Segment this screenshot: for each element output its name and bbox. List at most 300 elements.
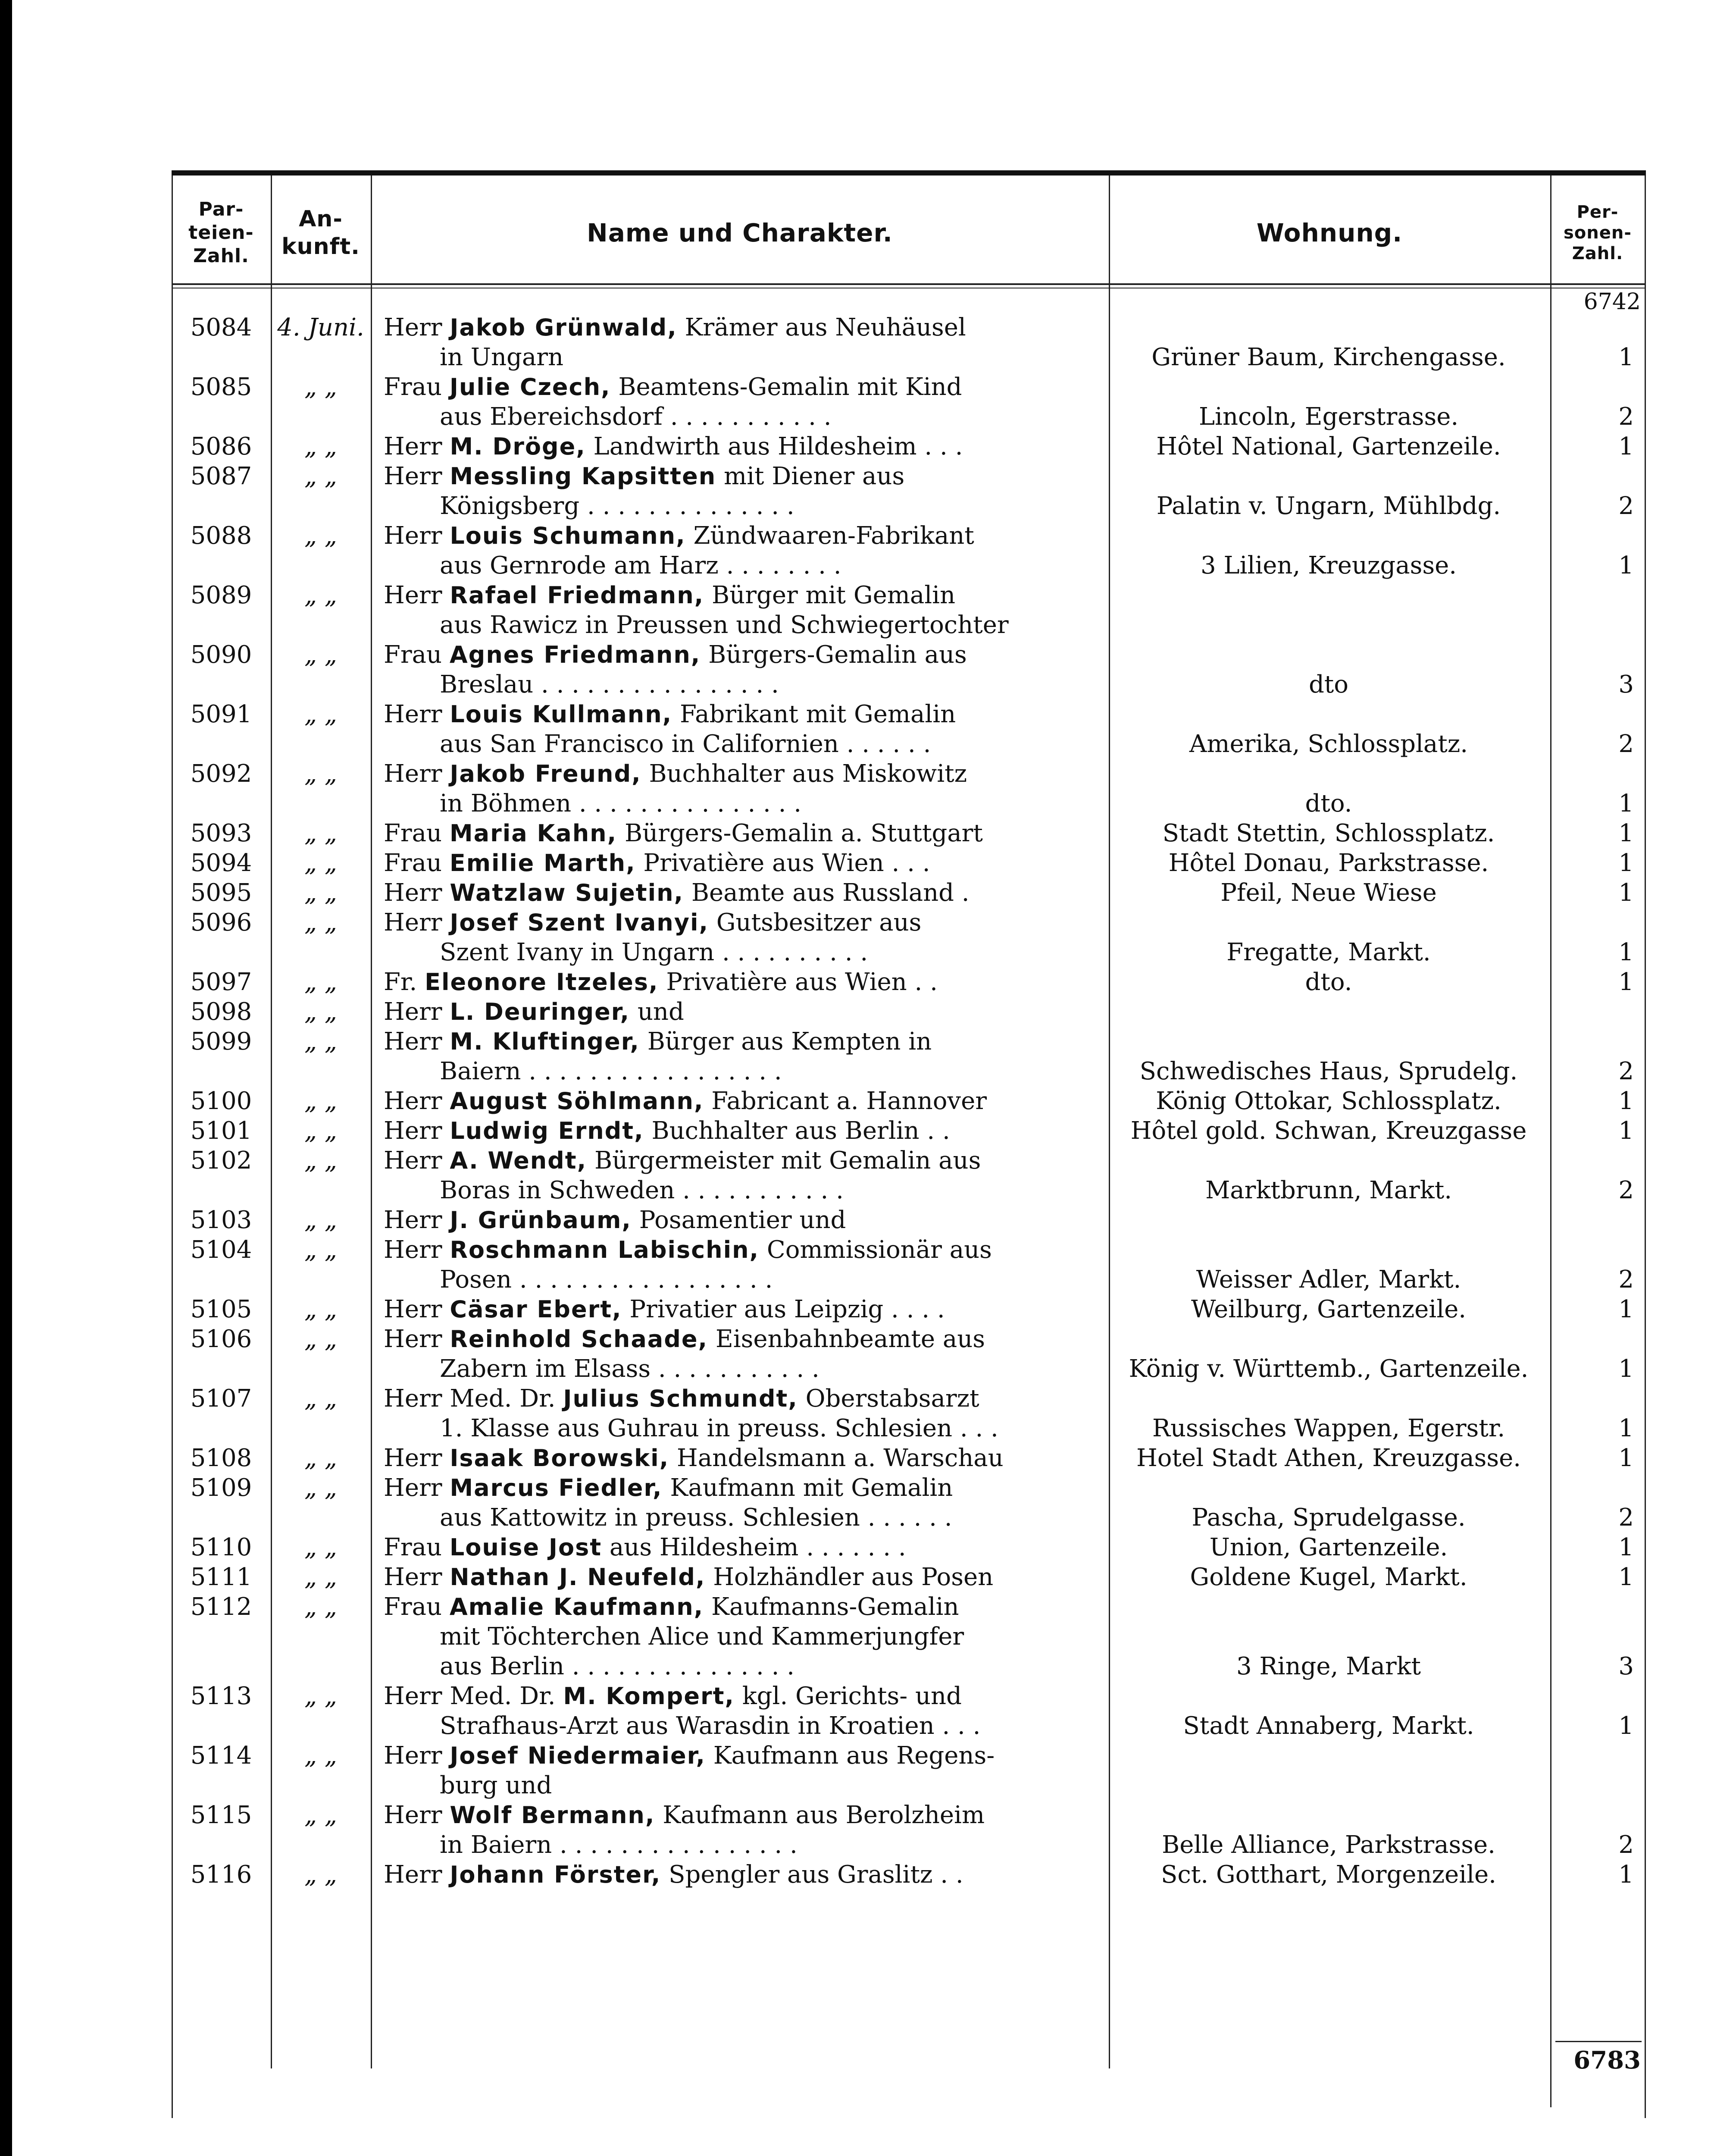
guest-title: Herr <box>384 1206 442 1234</box>
guest-title: Herr <box>384 760 442 788</box>
name-and-character <box>371 967 1099 997</box>
guest-name: Reinhold Schaade, <box>450 1326 708 1353</box>
guest-title: Herr <box>384 1444 442 1472</box>
guest-description-continued: aus Ebereichsdorf . . . . . . . . . . . <box>440 403 832 431</box>
residence: Hôtel Donau, Parkstrasse. <box>1168 849 1489 877</box>
arrival-date: „ „ <box>304 581 337 609</box>
guest-title: Herr <box>384 1147 442 1175</box>
guest-title: Herr <box>384 522 442 550</box>
residence: Russisches Wappen, Egerstr. <box>1152 1414 1505 1442</box>
entry-number: 5095 <box>190 879 252 907</box>
residence: Fregatte, Markt. <box>1226 938 1431 966</box>
name-and-character <box>371 1562 1099 1592</box>
entry-number: 5090 <box>190 641 252 669</box>
person-count: 2 <box>1618 1504 1634 1532</box>
residence: Amerika, Schlossplatz. <box>1189 730 1468 758</box>
person-count: 1 <box>1618 1712 1634 1740</box>
guest-name: Louise Jost <box>449 1534 602 1561</box>
arrival-date: „ „ <box>304 522 337 550</box>
guest-description: Bürger mit Gemalin <box>712 581 956 609</box>
person-count: 1 <box>1618 879 1634 907</box>
guest-description-continued: aus Rawicz in Preussen und Schwiegertochter <box>440 611 1009 639</box>
name-and-character <box>371 640 1099 699</box>
name-and-character <box>371 997 1099 1027</box>
entry-number: 5089 <box>190 581 252 609</box>
carry-over-count: 6742 <box>1583 289 1641 315</box>
person-count: 1 <box>1618 1533 1634 1561</box>
person-count: 1 <box>1618 1861 1634 1889</box>
guest-description: Beamtens-Gemalin mit Kind <box>618 373 962 401</box>
guest-title: Herr <box>384 1028 442 1056</box>
residence: König Ottokar, Schlossplatz. <box>1156 1087 1501 1115</box>
person-count: 2 <box>1618 1057 1634 1085</box>
residence: Grüner Baum, Kirchengasse. <box>1151 343 1506 371</box>
guest-description: Handelsmann a. Warschau <box>676 1444 1004 1472</box>
guest-description-continued: Boras in Schweden . . . . . . . . . . . <box>440 1176 844 1204</box>
residence: dto. <box>1305 790 1352 818</box>
entry-number: 5088 <box>190 522 252 550</box>
entry-number: 5092 <box>190 760 252 788</box>
guest-description-continued: Zabern im Elsass . . . . . . . . . . . <box>440 1355 820 1383</box>
guest-description-continued: aus Gernrode am Harz . . . . . . . . <box>440 552 841 580</box>
guest-description: Commissionär aus <box>766 1236 992 1264</box>
guest-name: Louis Schumann, <box>450 522 686 549</box>
guest-name: Nathan J. Neufeld, <box>450 1564 706 1591</box>
name-and-character <box>371 1205 1099 1235</box>
entry-number: 5112 <box>190 1593 252 1621</box>
person-count: 1 <box>1618 1444 1634 1472</box>
guest-name: Marcus Fiedler, <box>450 1474 663 1501</box>
table-row <box>172 1027 1646 1086</box>
person-count: 3 <box>1618 1652 1634 1680</box>
residence: Marktbrunn, Markt. <box>1205 1176 1452 1204</box>
table-row <box>172 1384 1646 1443</box>
guest-description-continued: Breslau . . . . . . . . . . . . . . . . <box>440 671 779 699</box>
person-count: 2 <box>1618 403 1634 431</box>
guest-description: aus Hildesheim . . . . . . . <box>609 1533 906 1561</box>
name-and-character <box>371 818 1099 848</box>
guest-title: Herr <box>384 1295 442 1323</box>
guest-description: Gutsbesitzer aus <box>716 909 922 937</box>
guest-title: Herr <box>384 313 442 342</box>
guest-description: Kaufmanns-Gemalin <box>711 1593 959 1621</box>
guest-description: Privatier aus Leipzig . . . . <box>629 1295 945 1323</box>
arrival-date: „ „ <box>304 1593 337 1621</box>
guest-name: M. Dröge, <box>450 433 586 460</box>
name-and-character <box>371 313 1099 372</box>
table-row <box>172 848 1646 878</box>
person-count: 1 <box>1618 1563 1634 1591</box>
arrival-date: „ „ <box>304 819 337 847</box>
table-row <box>172 908 1646 967</box>
name-and-character <box>371 878 1099 908</box>
name-and-character <box>371 1384 1099 1443</box>
name-and-character <box>371 1860 1099 1890</box>
person-count: 1 <box>1618 849 1634 877</box>
guest-description-continued: Szent Ivany in Ungarn . . . . . . . . . . <box>440 938 868 966</box>
guest-description-continued: Baiern . . . . . . . . . . . . . . . . . <box>440 1057 782 1085</box>
name-and-character <box>371 1741 1099 1800</box>
entry-number: 5111 <box>190 1563 252 1591</box>
guest-description-continued: in Baiern . . . . . . . . . . . . . . . . <box>440 1831 798 1859</box>
arrival-date: „ „ <box>304 641 337 669</box>
guest-description-continued: Posen . . . . . . . . . . . . . . . . . <box>440 1266 773 1294</box>
guest-description-continued: Strafhaus-Arzt aus Warasdin in Kroatien . . . <box>440 1712 981 1740</box>
table-row <box>172 1324 1646 1384</box>
guest-name: Josef Niedermaier, <box>450 1742 706 1769</box>
guest-name: Agnes Friedmann, <box>449 641 701 668</box>
guest-name: M. Kompert, <box>563 1683 735 1710</box>
guest-description: Privatière aus Wien . . <box>666 968 938 996</box>
guest-description: Bürgermeister mit Gemalin aus <box>594 1147 981 1175</box>
name-and-character <box>371 1294 1099 1324</box>
guest-name: Jakob Freund, <box>450 760 641 787</box>
guest-name: Jakob Grünwald, <box>450 314 677 341</box>
name-and-character <box>371 521 1099 580</box>
arrival-date: 4. Juni. <box>277 313 364 342</box>
person-count: 1 <box>1618 343 1634 371</box>
guest-description: Krämer aus Neuhäusel <box>685 313 966 342</box>
name-and-character <box>371 848 1099 878</box>
table-row <box>172 521 1646 580</box>
name-and-character <box>371 1532 1099 1562</box>
entry-number: 5085 <box>190 373 252 401</box>
guest-description-continued: mit Töchterchen Alice und Kammerjungfer <box>440 1623 964 1651</box>
header-parteien-zahl: Par- teien- Zahl. <box>188 198 254 267</box>
arrival-date: „ „ <box>304 1206 337 1234</box>
guest-name: Wolf Bermann, <box>450 1802 655 1829</box>
residence: Goldene Kugel, Markt. <box>1190 1563 1467 1591</box>
guest-title: Herr <box>384 879 442 907</box>
table-row <box>172 1294 1646 1324</box>
person-count: 1 <box>1618 938 1634 966</box>
guest-title: Fr. <box>384 968 417 996</box>
residence: 3 Ringe, Markt <box>1236 1652 1421 1680</box>
person-count: 2 <box>1618 730 1634 758</box>
name-and-character <box>371 461 1099 521</box>
arrival-date: „ „ <box>304 1087 337 1115</box>
table-row <box>172 1741 1646 1800</box>
entry-number: 5110 <box>190 1533 252 1561</box>
entry-number: 5099 <box>190 1028 252 1056</box>
guest-name: Eleonore Itzeles, <box>425 968 659 996</box>
residence: Schwedisches Haus, Sprudelg. <box>1139 1057 1518 1085</box>
guest-description: Kaufmann aus Regens- <box>713 1742 995 1770</box>
guest-title: Herr <box>384 432 442 461</box>
residence: König v. Württemb., Gartenzeile. <box>1129 1355 1529 1383</box>
residence: Weisser Adler, Markt. <box>1196 1266 1461 1294</box>
entry-number: 5097 <box>190 968 252 996</box>
guest-title: Frau <box>384 1593 442 1621</box>
entry-number: 5115 <box>190 1801 252 1829</box>
guest-name: Isaak Borowski, <box>450 1445 669 1472</box>
header-rule <box>172 283 1646 285</box>
entry-number: 5107 <box>190 1385 252 1413</box>
residence: dto. <box>1305 968 1352 996</box>
guest-description-continued: in Ungarn <box>440 343 564 371</box>
guest-description: Holzhändler aus Posen <box>713 1563 994 1591</box>
residence: Palatin v. Ungarn, Mühlbdg. <box>1156 492 1501 520</box>
table-row <box>172 997 1646 1027</box>
arrival-date: „ „ <box>304 1028 337 1056</box>
residence: Stadt Stettin, Schlossplatz. <box>1162 819 1495 847</box>
entry-number: 5096 <box>190 909 252 937</box>
guest-description: Zündwaaren-Fabrikant <box>693 522 974 550</box>
residence: Lincoln, Egerstrasse. <box>1198 403 1459 431</box>
table-row <box>172 313 1646 372</box>
entry-number: 5108 <box>190 1444 252 1472</box>
guest-title: Herr <box>384 909 442 937</box>
guest-name: J. Grünbaum, <box>450 1206 632 1234</box>
arrival-date: „ „ <box>304 1682 337 1710</box>
name-and-character <box>371 1086 1099 1116</box>
guest-title: Frau <box>384 819 442 847</box>
residence: Hôtel National, Gartenzeile. <box>1156 432 1501 461</box>
person-count: 1 <box>1618 790 1634 818</box>
guest-description: mit Diener aus <box>724 462 905 490</box>
table-row <box>172 1592 1646 1681</box>
guest-description: kgl. Gerichts- und <box>742 1682 962 1710</box>
arrival-date: „ „ <box>304 1742 337 1770</box>
entry-number: 5086 <box>190 432 252 461</box>
person-count: 2 <box>1618 1176 1634 1204</box>
person-count: 1 <box>1618 819 1634 847</box>
person-count: 2 <box>1618 1266 1634 1294</box>
arrival-date: „ „ <box>304 1385 337 1413</box>
guest-title: Herr <box>384 1325 442 1353</box>
name-and-character <box>371 1681 1099 1741</box>
entry-number: 5106 <box>190 1325 252 1353</box>
name-and-character <box>371 1235 1099 1294</box>
guest-title: Herr <box>384 998 442 1026</box>
name-and-character <box>371 908 1099 967</box>
entry-number: 5103 <box>190 1206 252 1234</box>
entry-number: 5087 <box>190 462 252 490</box>
residence: Hôtel gold. Schwan, Kreuzgasse <box>1130 1117 1527 1145</box>
guest-description: Buchhalter aus Miskowitz <box>649 760 967 788</box>
arrival-date: „ „ <box>304 1563 337 1591</box>
table-row <box>172 878 1646 908</box>
name-and-character <box>371 372 1099 432</box>
guest-name: Louis Kullmann, <box>450 701 673 728</box>
guest-title: Herr <box>384 700 442 728</box>
guest-description: Bürgers-Gemalin a. Stuttgart <box>624 819 983 847</box>
table-row <box>172 1235 1646 1294</box>
name-and-character <box>371 432 1099 461</box>
arrival-date: „ „ <box>304 760 337 788</box>
guest-description-continued: aus San Francisco in Californien . . . . . . <box>440 730 931 758</box>
arrival-date: „ „ <box>304 700 337 728</box>
guest-title: Frau <box>384 1533 442 1561</box>
guest-description: Buchhalter aus Berlin . . <box>651 1117 950 1145</box>
guest-description: Kaufmann mit Gemalin <box>670 1474 953 1502</box>
guest-title: Herr <box>384 1861 442 1889</box>
arrival-date: „ „ <box>304 1533 337 1561</box>
guest-name: L. Deuringer, <box>450 998 630 1025</box>
guest-description-continued: 1. Klasse aus Guhrau in preuss. Schlesien . . . <box>440 1414 998 1442</box>
guest-description-continued: burg und <box>440 1771 552 1799</box>
guest-title: Herr <box>384 1474 442 1502</box>
residence: 3 Lilien, Kreuzgasse. <box>1200 552 1457 580</box>
residence: Pfeil, Neue Wiese <box>1220 879 1437 907</box>
table-row <box>172 1205 1646 1235</box>
guest-name: August Söhlmann, <box>450 1087 704 1115</box>
table-row <box>172 1116 1646 1146</box>
guest-description: Bürger aus Kempten in <box>647 1028 932 1056</box>
residence: Stadt Annaberg, Markt. <box>1183 1712 1474 1740</box>
entry-number: 5113 <box>190 1682 252 1710</box>
name-and-character <box>371 759 1099 818</box>
guest-title: Herr <box>384 1801 442 1829</box>
guest-description-continued: aus Kattowitz in preuss. Schlesien . . . . . . <box>440 1504 952 1532</box>
person-count: 2 <box>1618 492 1634 520</box>
guest-description: Spengler aus Graslitz . . <box>669 1861 963 1889</box>
table-row <box>172 759 1646 818</box>
person-count: 1 <box>1618 552 1634 580</box>
register-table <box>172 170 1646 2119</box>
guest-description: Fabrikant mit Gemalin <box>680 700 956 728</box>
arrival-date: „ „ <box>304 1147 337 1175</box>
residence: Pascha, Sprudelgasse. <box>1192 1504 1466 1532</box>
table-row <box>172 818 1646 848</box>
guest-title: Herr <box>384 1236 442 1264</box>
guest-title: Herr Med. Dr. <box>384 1385 556 1413</box>
table-row <box>172 1532 1646 1562</box>
arrival-date: „ „ <box>304 998 337 1026</box>
entry-number: 5100 <box>190 1087 252 1115</box>
table-row <box>172 1681 1646 1741</box>
residence: Weilburg, Gartenzeile. <box>1191 1295 1467 1323</box>
header-wohnung: Wohnung. <box>1256 218 1403 248</box>
residence: Union, Gartenzeile. <box>1209 1533 1448 1561</box>
guest-description: Eisenbahnbeamte aus <box>715 1325 985 1353</box>
entry-number: 5084 <box>190 313 252 342</box>
arrival-date: „ „ <box>304 968 337 996</box>
arrival-date: „ „ <box>304 1325 337 1353</box>
arrival-date: „ „ <box>304 1801 337 1829</box>
arrival-date: „ „ <box>304 849 337 877</box>
guest-name: Messling Kapsitten <box>450 463 716 490</box>
table-row <box>172 967 1646 997</box>
person-count: 1 <box>1618 968 1634 996</box>
person-count: 1 <box>1618 1355 1634 1383</box>
guest-title: Herr <box>384 1117 442 1145</box>
guest-title: Herr <box>384 1742 442 1770</box>
person-count: 1 <box>1618 1087 1634 1115</box>
guest-name: Josef Szent Ivanyi, <box>450 909 709 936</box>
guest-name: Ludwig Erndt, <box>450 1117 644 1144</box>
person-count: 1 <box>1618 1295 1634 1323</box>
table-row <box>172 1860 1646 1890</box>
guest-name: Roschmann Labischin, <box>450 1236 760 1263</box>
guest-description: Oberstabsarzt <box>805 1385 979 1413</box>
person-count: 2 <box>1618 1831 1634 1859</box>
table-row <box>172 1443 1646 1473</box>
arrival-date: „ „ <box>304 1236 337 1264</box>
residence: Belle Alliance, Parkstrasse. <box>1162 1831 1495 1859</box>
guest-name: Emilie Marth, <box>449 849 636 877</box>
guest-description: Bürgers-Gemalin aus <box>708 641 967 669</box>
entry-number: 5116 <box>190 1861 252 1889</box>
entries-list <box>172 313 1646 1890</box>
table-row <box>172 1086 1646 1116</box>
guest-name: Amalie Kaufmann, <box>449 1593 704 1620</box>
residence: Sct. Gotthart, Morgenzeile. <box>1161 1861 1496 1889</box>
total-rule <box>1555 2041 1642 2042</box>
guest-description: Fabricant a. Hannover <box>711 1087 987 1115</box>
person-count: 3 <box>1618 671 1634 699</box>
guest-title: Frau <box>384 849 442 877</box>
name-and-character <box>371 699 1099 759</box>
arrival-date: „ „ <box>304 909 337 937</box>
table-row <box>172 1562 1646 1592</box>
guest-title: Frau <box>384 373 442 401</box>
arrival-date: „ „ <box>304 879 337 907</box>
name-and-character <box>371 1116 1099 1146</box>
guest-name: Watzlaw Sujetin, <box>450 879 684 906</box>
guest-name: Johann Förster, <box>450 1861 661 1888</box>
table-row <box>172 461 1646 521</box>
arrival-date: „ „ <box>304 462 337 490</box>
guest-description: Privatière aus Wien . . . <box>643 849 930 877</box>
guest-name: Cäsar Ebert, <box>450 1296 622 1323</box>
arrival-date: „ „ <box>304 373 337 401</box>
table-row <box>172 1146 1646 1205</box>
guest-description: Beamte aus Russland . <box>691 879 970 907</box>
guest-name: Rafael Friedmann, <box>450 582 704 609</box>
residence: dto <box>1308 671 1349 699</box>
table-row <box>172 580 1646 640</box>
name-and-character <box>371 580 1099 640</box>
name-and-character <box>371 1027 1099 1086</box>
entry-number: 5104 <box>190 1236 252 1264</box>
guest-name: Julie Czech, <box>449 373 611 401</box>
top-rule <box>172 170 1646 175</box>
entry-number: 5114 <box>190 1742 252 1770</box>
guest-title: Frau <box>384 641 442 669</box>
entry-number: 5091 <box>190 700 252 728</box>
guest-description-continued: in Böhmen . . . . . . . . . . . . . . . <box>440 790 802 818</box>
guest-description-continued: Königsberg . . . . . . . . . . . . . . <box>440 492 794 520</box>
header-name-und-charakter: Name und Charakter. <box>587 218 893 248</box>
guest-title: Herr <box>384 1563 442 1591</box>
arrival-date: „ „ <box>304 1295 337 1323</box>
table-row <box>172 1800 1646 1860</box>
arrival-date: „ „ <box>304 432 337 461</box>
table-row <box>172 640 1646 699</box>
guest-title: Herr <box>384 1087 442 1115</box>
arrival-date: „ „ <box>304 1474 337 1502</box>
guest-description: Kaufmann aus Berolzheim <box>663 1801 985 1829</box>
total-count: 6783 <box>1573 2046 1641 2075</box>
entry-number: 5105 <box>190 1295 252 1323</box>
guest-description: Landwirth aus Hildesheim . . . <box>593 432 963 461</box>
arrival-date: „ „ <box>304 1444 337 1472</box>
name-and-character <box>371 1800 1099 1860</box>
name-and-character <box>371 1443 1099 1473</box>
entry-number: 5093 <box>190 819 252 847</box>
entry-number: 5102 <box>190 1147 252 1175</box>
header-personen-zahl: Per- sonen- Zahl. <box>1564 202 1632 263</box>
guest-title: Herr <box>384 462 442 490</box>
table-row <box>172 432 1646 461</box>
person-count: 1 <box>1618 432 1634 461</box>
residence: Hotel Stadt Athen, Kreuzgasse. <box>1136 1444 1521 1472</box>
name-and-character <box>371 1146 1099 1205</box>
guest-title: Herr <box>384 581 442 609</box>
guest-description-continued: aus Berlin . . . . . . . . . . . . . . . <box>440 1652 794 1680</box>
name-and-character <box>371 1473 1099 1532</box>
